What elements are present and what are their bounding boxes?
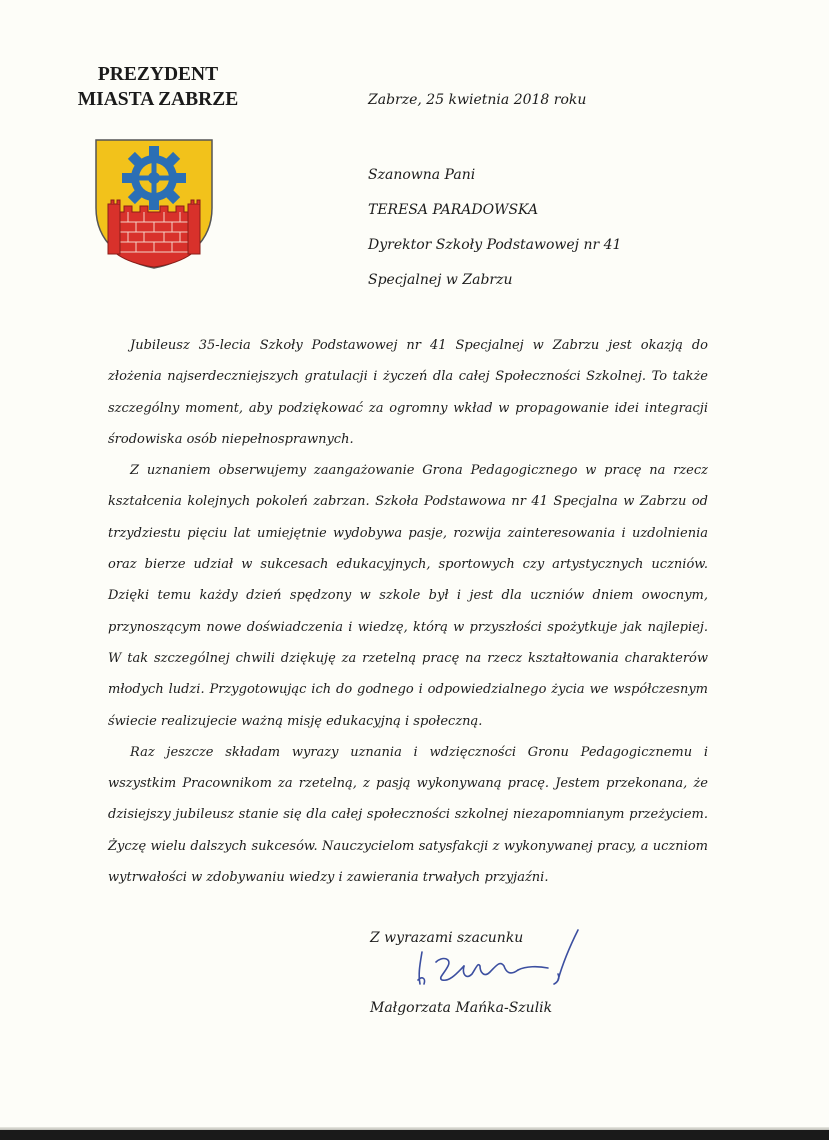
recipient-role-line-1: Dyrektor Szkoły Podstawowej nr 41 — [368, 237, 622, 253]
letterhead-line-2: MIASTA ZABRZE — [77, 89, 239, 110]
recipient-salutation: Szanowna Pani — [368, 167, 476, 183]
recipient-role-line-2: Specjalnej w Zabrzu — [368, 272, 513, 288]
recipient-block — [368, 158, 621, 298]
handwritten-signature — [408, 922, 588, 1012]
recipient-name: TERESA PARADOWSKA — [368, 202, 539, 218]
zabrze-coat-of-arms-icon — [94, 138, 214, 270]
letter-date: Zabrze, 25 kwietnia 2018 roku — [368, 92, 587, 108]
scan-edge — [0, 1130, 829, 1140]
letterhead — [56, 62, 260, 112]
body-paragraph-1: Jubileusz 35-lecia Szkoły Podstawowej nr 41 Specjalnej w Zabrzu jest okazją do złożenia najserdeczniejszych gratulacji i życzeń dla całej Społeczności Szkolnej. To także szczególny moment, aby podziękować za ogromny wkład w propagowanie idei integracji środowiska osób niepełnosprawnych. — [108, 338, 708, 447]
letterhead-line-1: PREZYDENT — [97, 64, 219, 85]
body-paragraph-2: Z uznaniem obserwujemy zaangażowanie Grona Pedagogicznego w pracę na rzecz kształcenia kolejnych pokoleń zabrzan. Szkoła Podstawowa nr 41 Specjalna w Zabrzu od trzydziestu pięciu lat umiejętnie wydobywa pasje, rozwija zainteresowania i uzdolnienia oraz bierze udział w sukcesach edukacyjnych, sportowych czy artystycznych uczniów. Dzięki temu każdy dzień spędzony w szkole był i jest dla uczniów dniem owocnym, przynoszącym nowe doświadczenia i wiedzę, którą w przyszłości spożytkuje jak najlepiej. W tak szczególnej chwili dziękuję za rzetelną pracę na rzecz kształtowania charakterów młodych ludzi. Przygotowując ich do godnego i odpowiedzialnego życia we współczesnym świecie realizujecie ważną misję edukacyjną i społeczną. — [108, 463, 708, 729]
closing-phrase: Z wyrazami szacunku — [370, 930, 524, 946]
letter-body — [108, 330, 708, 893]
signer-name: Małgorzata Mańka-Szulik — [370, 1000, 553, 1016]
body-paragraph-3: Raz jeszcze składam wyrazy uznania i wdzięczności Gronu Pedagogicznemu i wszystkim Pracownikom za rzetelną, z pasją wykonywaną pracę. Jestem przekonana, że dzisiejszy jubileusz stanie się dla całej społeczności szkolnej niezapomnianym przeżyciem. Życzę wielu dalszych sukcesów. Nauczycielom satysfakcji z wykonywanej pracy, a uczniom wytrwałości w zdobywaniu wiedzy i zawierania trwałych przyjaźni. — [108, 744, 708, 886]
